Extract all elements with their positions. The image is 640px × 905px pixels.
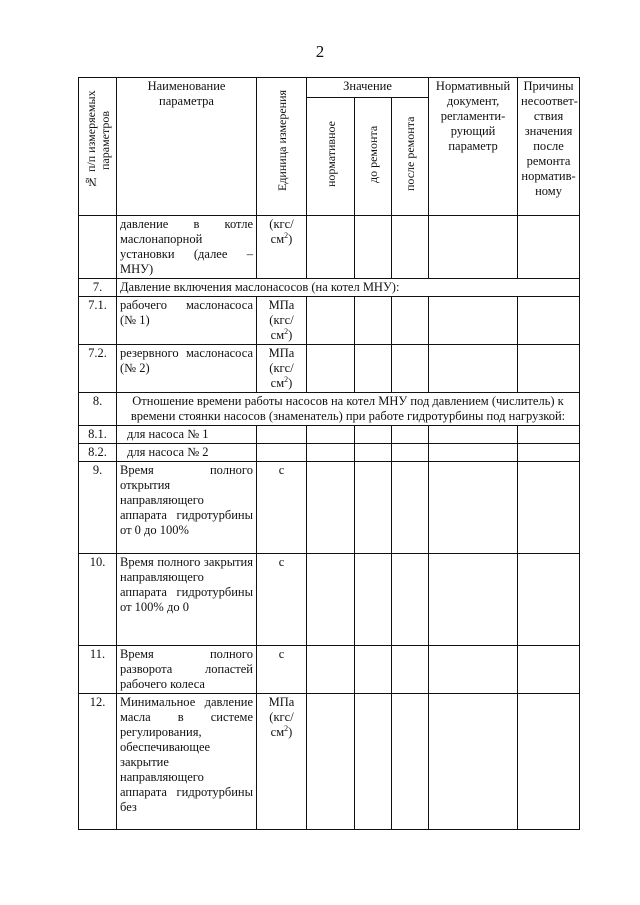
row-section-title: Отношение времени работы насосов на котел МНУ под давлением (числитель) к времени стоянки насосов (знаменатель) при работе гидротурбины под нагрузкой: — [117, 393, 580, 426]
header-col-num — [79, 78, 117, 216]
cell-reasons — [518, 216, 580, 279]
cell-after — [392, 216, 429, 279]
row-number: 7. — [79, 279, 117, 297]
row-number: 8. — [79, 393, 117, 426]
header-col-after-text: после ремонта — [403, 116, 418, 192]
cell-before — [355, 426, 392, 444]
cell-reasons — [518, 444, 580, 462]
cell-reasons — [518, 426, 580, 444]
cell-document — [429, 694, 518, 830]
cell-reasons — [518, 554, 580, 646]
cell-before — [355, 345, 392, 393]
row-name: Минимальное давление масла в системе регулирования, обеспечивающее закрытие направляющего аппарата гидротурбины без — [117, 694, 257, 830]
page-number: 2 — [315, 42, 325, 61]
row-unit: с — [257, 646, 307, 694]
parameters-table — [78, 77, 580, 830]
row-name: Время полного открытия направляющего аппарата гидротурбины от 0 до 100% — [117, 462, 257, 554]
row-number: 7.2. — [79, 345, 117, 393]
row-name: Время полного разворота лопастей рабочего колеса — [117, 646, 257, 694]
cell-document — [429, 426, 518, 444]
header-col-before-text: до ремонта — [366, 125, 380, 183]
cell-reasons — [518, 646, 580, 694]
header-col-before — [355, 98, 392, 216]
cell-after — [392, 444, 429, 462]
table-row — [79, 554, 580, 646]
cell-before — [355, 216, 392, 279]
row-name: Время полного закрытия направляющего аппарата гидротурбины от 100% до 0 — [117, 554, 257, 646]
table-row — [79, 297, 580, 345]
header-col-normative — [307, 98, 355, 216]
cell-before — [355, 554, 392, 646]
cell-before — [355, 462, 392, 554]
cell-document — [429, 345, 518, 393]
row-section-title: Давление включения маслонасосов (на котел МНУ): — [117, 279, 580, 297]
cell-normative — [307, 694, 355, 830]
row-unit: с — [257, 462, 307, 554]
cell-normative — [307, 554, 355, 646]
cell-reasons — [518, 694, 580, 830]
table-row — [79, 216, 580, 279]
row-number: 9. — [79, 462, 117, 554]
row-unit: с — [257, 554, 307, 646]
table-row — [79, 426, 580, 444]
header-col-unit — [257, 78, 307, 216]
header-col-name: Наименование параметра — [117, 78, 257, 216]
header-col-after — [392, 98, 429, 216]
row-unit — [257, 444, 307, 462]
header-col-value-group: Значение — [307, 78, 429, 98]
cell-after — [392, 646, 429, 694]
cell-normative — [307, 216, 355, 279]
cell-after — [392, 426, 429, 444]
row-number — [79, 216, 117, 279]
cell-reasons — [518, 462, 580, 554]
row-number: 7.1. — [79, 297, 117, 345]
row-number: 10. — [79, 554, 117, 646]
table-row — [79, 444, 580, 462]
cell-before — [355, 646, 392, 694]
cell-normative — [307, 426, 355, 444]
row-unit: МПа (кгс/ $см^2$) — [257, 345, 307, 393]
cell-after — [392, 554, 429, 646]
row-name: рабочего маслонасоса (№ 1) — [117, 297, 257, 345]
header-col-num-text: № п/п измеряемых параметров — [83, 90, 112, 190]
row-unit: МПа (кгс/ $см^2$) — [257, 297, 307, 345]
cell-document — [429, 646, 518, 694]
cell-after — [392, 462, 429, 554]
table-row — [79, 279, 580, 297]
cell-document — [429, 462, 518, 554]
header-row-1 — [79, 78, 580, 98]
row-number: 8.1. — [79, 426, 117, 444]
cell-document — [429, 554, 518, 646]
cell-reasons — [518, 345, 580, 393]
cell-after — [392, 297, 429, 345]
row-name: давление в котле маслонапорной установки (далее – МНУ) — [117, 216, 257, 279]
cell-before — [355, 297, 392, 345]
row-number: 8.2. — [79, 444, 117, 462]
table-row — [79, 694, 580, 830]
table-row — [79, 646, 580, 694]
header-col-reasons: Причины несоответ-ствия значения после ремонта норматив-ному — [518, 78, 580, 216]
cell-normative — [307, 462, 355, 554]
table-row — [79, 462, 580, 554]
cell-document — [429, 297, 518, 345]
row-name: для насоса № 2 — [117, 444, 257, 462]
row-unit: МПа (кгс/ $см^2$) — [257, 694, 307, 830]
cell-after — [392, 694, 429, 830]
header-col-unit-text: Единица измерения — [274, 89, 289, 191]
row-number: 11. — [79, 646, 117, 694]
cell-reasons — [518, 297, 580, 345]
row-unit — [257, 426, 307, 444]
cell-after — [392, 345, 429, 393]
cell-normative — [307, 297, 355, 345]
row-unit: (кгс/ $см^2$) — [257, 216, 307, 279]
table-row — [79, 345, 580, 393]
row-number: 12. — [79, 694, 117, 830]
header-col-document: Нормативный документ, регламенти-рующий параметр — [429, 78, 518, 216]
cell-normative — [307, 444, 355, 462]
cell-document — [429, 444, 518, 462]
cell-before — [355, 694, 392, 830]
header-col-normative-text: нормативное — [323, 121, 338, 187]
cell-normative — [307, 345, 355, 393]
cell-document — [429, 216, 518, 279]
row-name: для насоса № 1 — [117, 426, 257, 444]
table-row — [79, 393, 580, 426]
cell-normative — [307, 646, 355, 694]
row-name: резервного маслонасоса (№ 2) — [117, 345, 257, 393]
cell-before — [355, 444, 392, 462]
